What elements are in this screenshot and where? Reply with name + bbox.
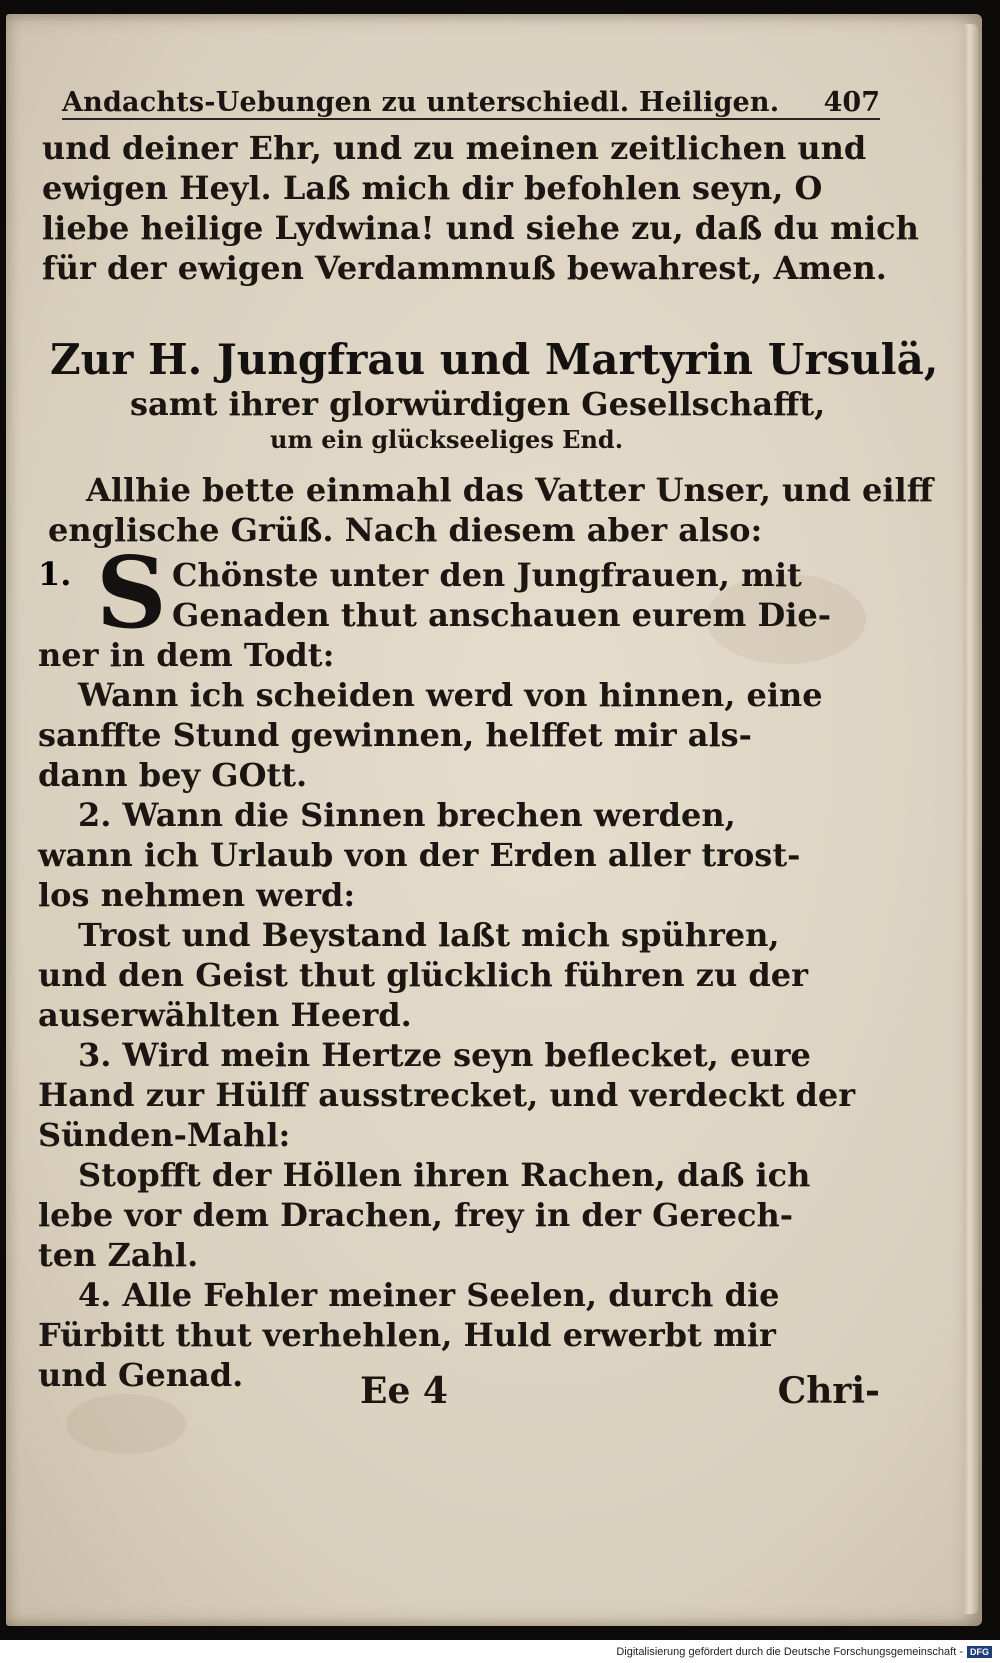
catchword: Chri- xyxy=(777,1370,880,1412)
verse-line: Trost und Beystand laßt mich spühren, xyxy=(78,916,780,954)
verse-line: und den Geist thut glücklich führen zu der xyxy=(38,956,808,994)
verse-body xyxy=(38,635,880,1395)
verse-line: Chönste unter den Jungfrauen, mit xyxy=(172,556,802,594)
text-line: ewigen Heyl. Laß mich dir befohlen seyn, O xyxy=(42,169,823,207)
verse-line: und Genad. xyxy=(38,1356,244,1394)
verse-line: lebe vor dem Drachen, frey in der Gerech- xyxy=(38,1196,794,1234)
verse-line: 3. Wird mein Hertze seyn beflecket, eure xyxy=(78,1036,811,1074)
credit-text: Digitalisierung gefördert durch die Deutsche Forschungsgemeinschaft - xyxy=(616,1646,963,1658)
verse-line: los nehmen werd: xyxy=(38,876,356,914)
verse-line: dann bey GOtt. xyxy=(38,756,308,794)
verse-line: Stopfft der Höllen ihren Rachen, daß ich xyxy=(78,1156,811,1194)
verse-line: Genaden thut anschauen eurem Die- xyxy=(172,596,831,634)
verse-line: auserwählten Heerd. xyxy=(38,996,412,1034)
verse-line: ner in dem Todt: xyxy=(38,636,335,674)
verse-line: Wann ich scheiden werd von hinnen, eine xyxy=(78,676,823,714)
verse-line: Sünden-Mahl: xyxy=(38,1116,291,1154)
section-heading: Zur H. Jungfrau und Martyrin Ursulä, xyxy=(50,335,939,384)
page-footer xyxy=(360,1370,880,1414)
running-header xyxy=(62,80,880,120)
verse-line: wann ich Urlaub von der Erden aller trost- xyxy=(38,836,801,874)
verse-line: 2. Wann die Sinnen brechen werden, xyxy=(78,796,736,834)
text-line: liebe heilige Lydwina! und siehe zu, daß du mich xyxy=(42,209,919,247)
verse-line: 4. Alle Fehler meiner Seelen, durch die xyxy=(78,1276,780,1314)
intro-line: Allhie bette einmahl das Vatter Unser, und eilff xyxy=(86,471,933,509)
verse-line: ten Zahl. xyxy=(38,1236,199,1274)
running-title: Andachts-Uebungen zu unterschiedl. Heiligen. xyxy=(62,87,780,118)
digitization-credit xyxy=(616,1646,992,1658)
drop-cap: S xyxy=(96,536,167,651)
intro-line: englische Grüß. Nach diesem aber also: xyxy=(48,511,763,549)
dfg-logo: DFG xyxy=(967,1646,992,1658)
verse-line: Hand zur Hülff ausstrecket, und verdeckt der xyxy=(38,1076,856,1114)
verse-number: 1. xyxy=(38,555,72,593)
continued-prayer xyxy=(42,128,919,288)
section-intro xyxy=(48,470,933,550)
verse-line: Fürbitt thut verhehlen, Huld erwerbt mir xyxy=(38,1316,776,1354)
verse-line: sanffte Stund gewinnen, helffet mir als- xyxy=(38,716,752,754)
signature-mark: Ee 4 xyxy=(360,1370,448,1412)
section-subheading-small: um ein glückseeliges End. xyxy=(270,425,624,454)
page-number: 407 xyxy=(823,87,880,118)
paper-stain xyxy=(66,1394,186,1454)
text-line: und deiner Ehr, und zu meinen zeitlichen und xyxy=(42,129,867,167)
text-line: für der ewigen Verdammnuß bewahrest, Amen. xyxy=(42,249,887,287)
section-subheading: samt ihrer glorwürdigen Gesellschafft, xyxy=(130,385,826,423)
page-fore-edge xyxy=(964,24,978,1614)
